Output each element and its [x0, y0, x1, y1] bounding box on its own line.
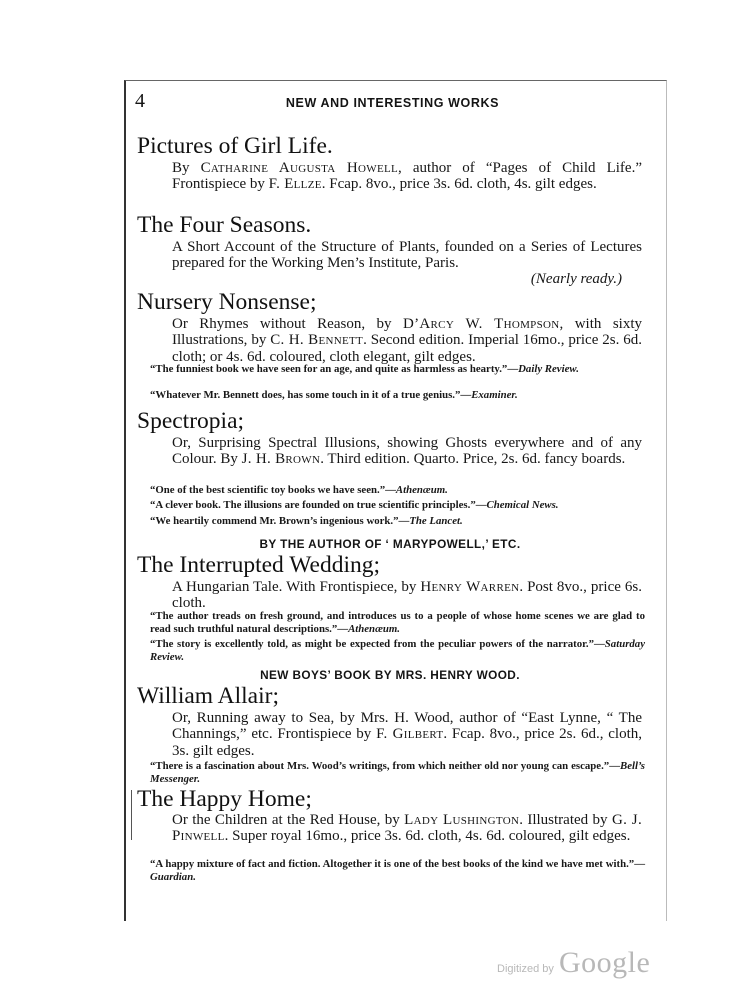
- book-title: The Four Seasons.: [137, 212, 312, 238]
- book-description: [172, 710, 642, 759]
- person-name: J. H. Brown: [241, 451, 321, 468]
- description-text: . Fcap. 8vo., price 2s. 6d., cloth, 3s. gilt edges.: [172, 726, 643, 759]
- quote-text: “The story is excellently told, as might be expected from the peculiar powers of the narrator.”—: [150, 638, 605, 650]
- quote-source: Bell’s Messenger.: [150, 760, 645, 785]
- person-name: D’Arcy W. Thompson: [402, 316, 560, 332]
- person-name: Catharine Augusta Howell: [200, 160, 399, 176]
- digitized-watermark: [497, 946, 650, 980]
- description-text: , author of “Pages of Child Life.” Frontispiece by: [172, 160, 642, 193]
- page-number: 4: [135, 90, 145, 112]
- book-title: The Interrupted Wedding;: [137, 552, 381, 578]
- review-quote: [150, 389, 645, 402]
- review-quote: [150, 760, 645, 786]
- quote-source: Athenæum.: [348, 623, 400, 635]
- description-text: A Hungarian Tale. With Frontispiece, by: [172, 579, 421, 595]
- description-text: By: [172, 160, 201, 176]
- quote-text: “There is a fascination about Mrs. Wood’s writings, from which neither old nor young can escape.”—: [150, 760, 620, 772]
- description-text: . Super royal 16mo., price 3s. 6d. cloth, 4s. 6d. coloured, gilt edges.: [224, 828, 631, 845]
- quote-source: Guardian.: [150, 871, 196, 883]
- book-title: William Allair;: [137, 683, 279, 709]
- running-head: NEW AND INTERESTING WORKS: [285, 96, 500, 110]
- quote-text: “A clever book. The illusions are founded on true scientific principles.”—: [150, 499, 487, 511]
- section-heading: BY THE AUTHOR OF ‘ MARYPOWELL,’ ETC.: [259, 537, 521, 551]
- person-name: F. Ellze: [268, 176, 322, 193]
- quote-source: Saturday Review.: [150, 638, 645, 663]
- description-text: . Third edition. Quarto. Price, 2s. 6d. fancy boards.: [320, 451, 626, 468]
- book-description: [172, 316, 642, 365]
- description-text: . Post 8vo., price 6s. cloth.: [172, 579, 642, 612]
- description-text: . Illustrated by: [519, 812, 612, 828]
- page-header: [135, 90, 650, 117]
- quote-source: Athenæum.: [395, 484, 448, 496]
- quote-text: “Whatever Mr. Bennett does, has some touch in it of a true genius.”—: [150, 389, 472, 401]
- book-description: [172, 579, 642, 612]
- quote-text: “A happy mixture of fact and fiction. Altogether it is one of the best books of the kind we have met with.”—: [150, 858, 645, 870]
- margin-mark: [131, 790, 132, 840]
- person-name: C. H. Bennett: [270, 332, 364, 349]
- description-text: Or, Surprising Spectral Illusions, showing Ghosts everywhere and of any Colour. By: [172, 435, 642, 468]
- quote-text: “The funniest book we have seen for an age, and quite as harmless as hearty.”—: [150, 363, 519, 375]
- book-description: [172, 812, 642, 845]
- book-title: The Happy Home;: [137, 786, 312, 812]
- review-quote: [150, 363, 645, 376]
- person-name: Henry Warren: [420, 579, 520, 595]
- person-name: Lady Lushington: [404, 812, 520, 828]
- quote-source: Daily Review.: [518, 363, 579, 375]
- description-text: . Second edition. Imperial 16mo., price 2s. 6d. cloth; or 4s. 6d. coloured, cloth elegant, gilt edges.: [172, 332, 643, 365]
- book-description: [172, 435, 642, 468]
- review-quote: [150, 484, 645, 497]
- quote-text: “One of the best scientific toy books we have seen.”—: [150, 484, 396, 496]
- book-description: [172, 160, 642, 193]
- description-text: , with sixty Illustrations, by: [172, 316, 643, 349]
- review-quote: [150, 515, 645, 528]
- person-name: F. Gilbert: [376, 726, 444, 743]
- description-text: Or Rhymes without Reason, by: [172, 316, 403, 332]
- description-text: Or the Children at the Red House, by: [172, 812, 405, 828]
- description-text: A Short Account of the Structure of Plants, founded on a Series of Lectures prepared for the Working Men’s Institute, Paris.: [172, 239, 642, 272]
- section-heading: NEW BOYS’ BOOK BY MRS. HENRY WOOD.: [260, 668, 520, 682]
- watermark-brand: Google: [558, 946, 651, 979]
- quote-source: Examiner.: [471, 389, 518, 401]
- review-quote: [150, 858, 645, 884]
- book-description: [172, 239, 642, 272]
- book-title: Pictures of Girl Life.: [137, 133, 333, 159]
- quote-text: “The author treads on fresh ground, and introduces us to a people of whose home scenes we are glad to read such truthful natural descriptions.”—: [150, 610, 645, 635]
- book-title: Spectropia;: [137, 408, 245, 434]
- availability-status: (Nearly ready.): [530, 271, 622, 287]
- review-quote: [150, 610, 645, 636]
- description-text: Or, Running away to Sea, by Mrs. H. Wood, author of “East Lynne, “ The Channings,” etc. Frontispiece by: [172, 710, 642, 743]
- quote-text: “We heartily commend Mr. Brown’s ingenious work.”—: [150, 515, 410, 527]
- book-title: Nursery Nonsense;: [137, 289, 317, 315]
- quote-source: Chemical News.: [486, 499, 559, 511]
- watermark-prefix: Digitized by: [497, 963, 554, 975]
- quote-source: The Lancet.: [409, 515, 463, 527]
- person-name: G. J. Pinwell: [172, 812, 642, 845]
- description-text: . Fcap. 8vo., price 3s. 6d. cloth, 4s. gilt edges.: [321, 176, 597, 193]
- review-quote: [150, 499, 645, 512]
- review-quote: [150, 638, 645, 664]
